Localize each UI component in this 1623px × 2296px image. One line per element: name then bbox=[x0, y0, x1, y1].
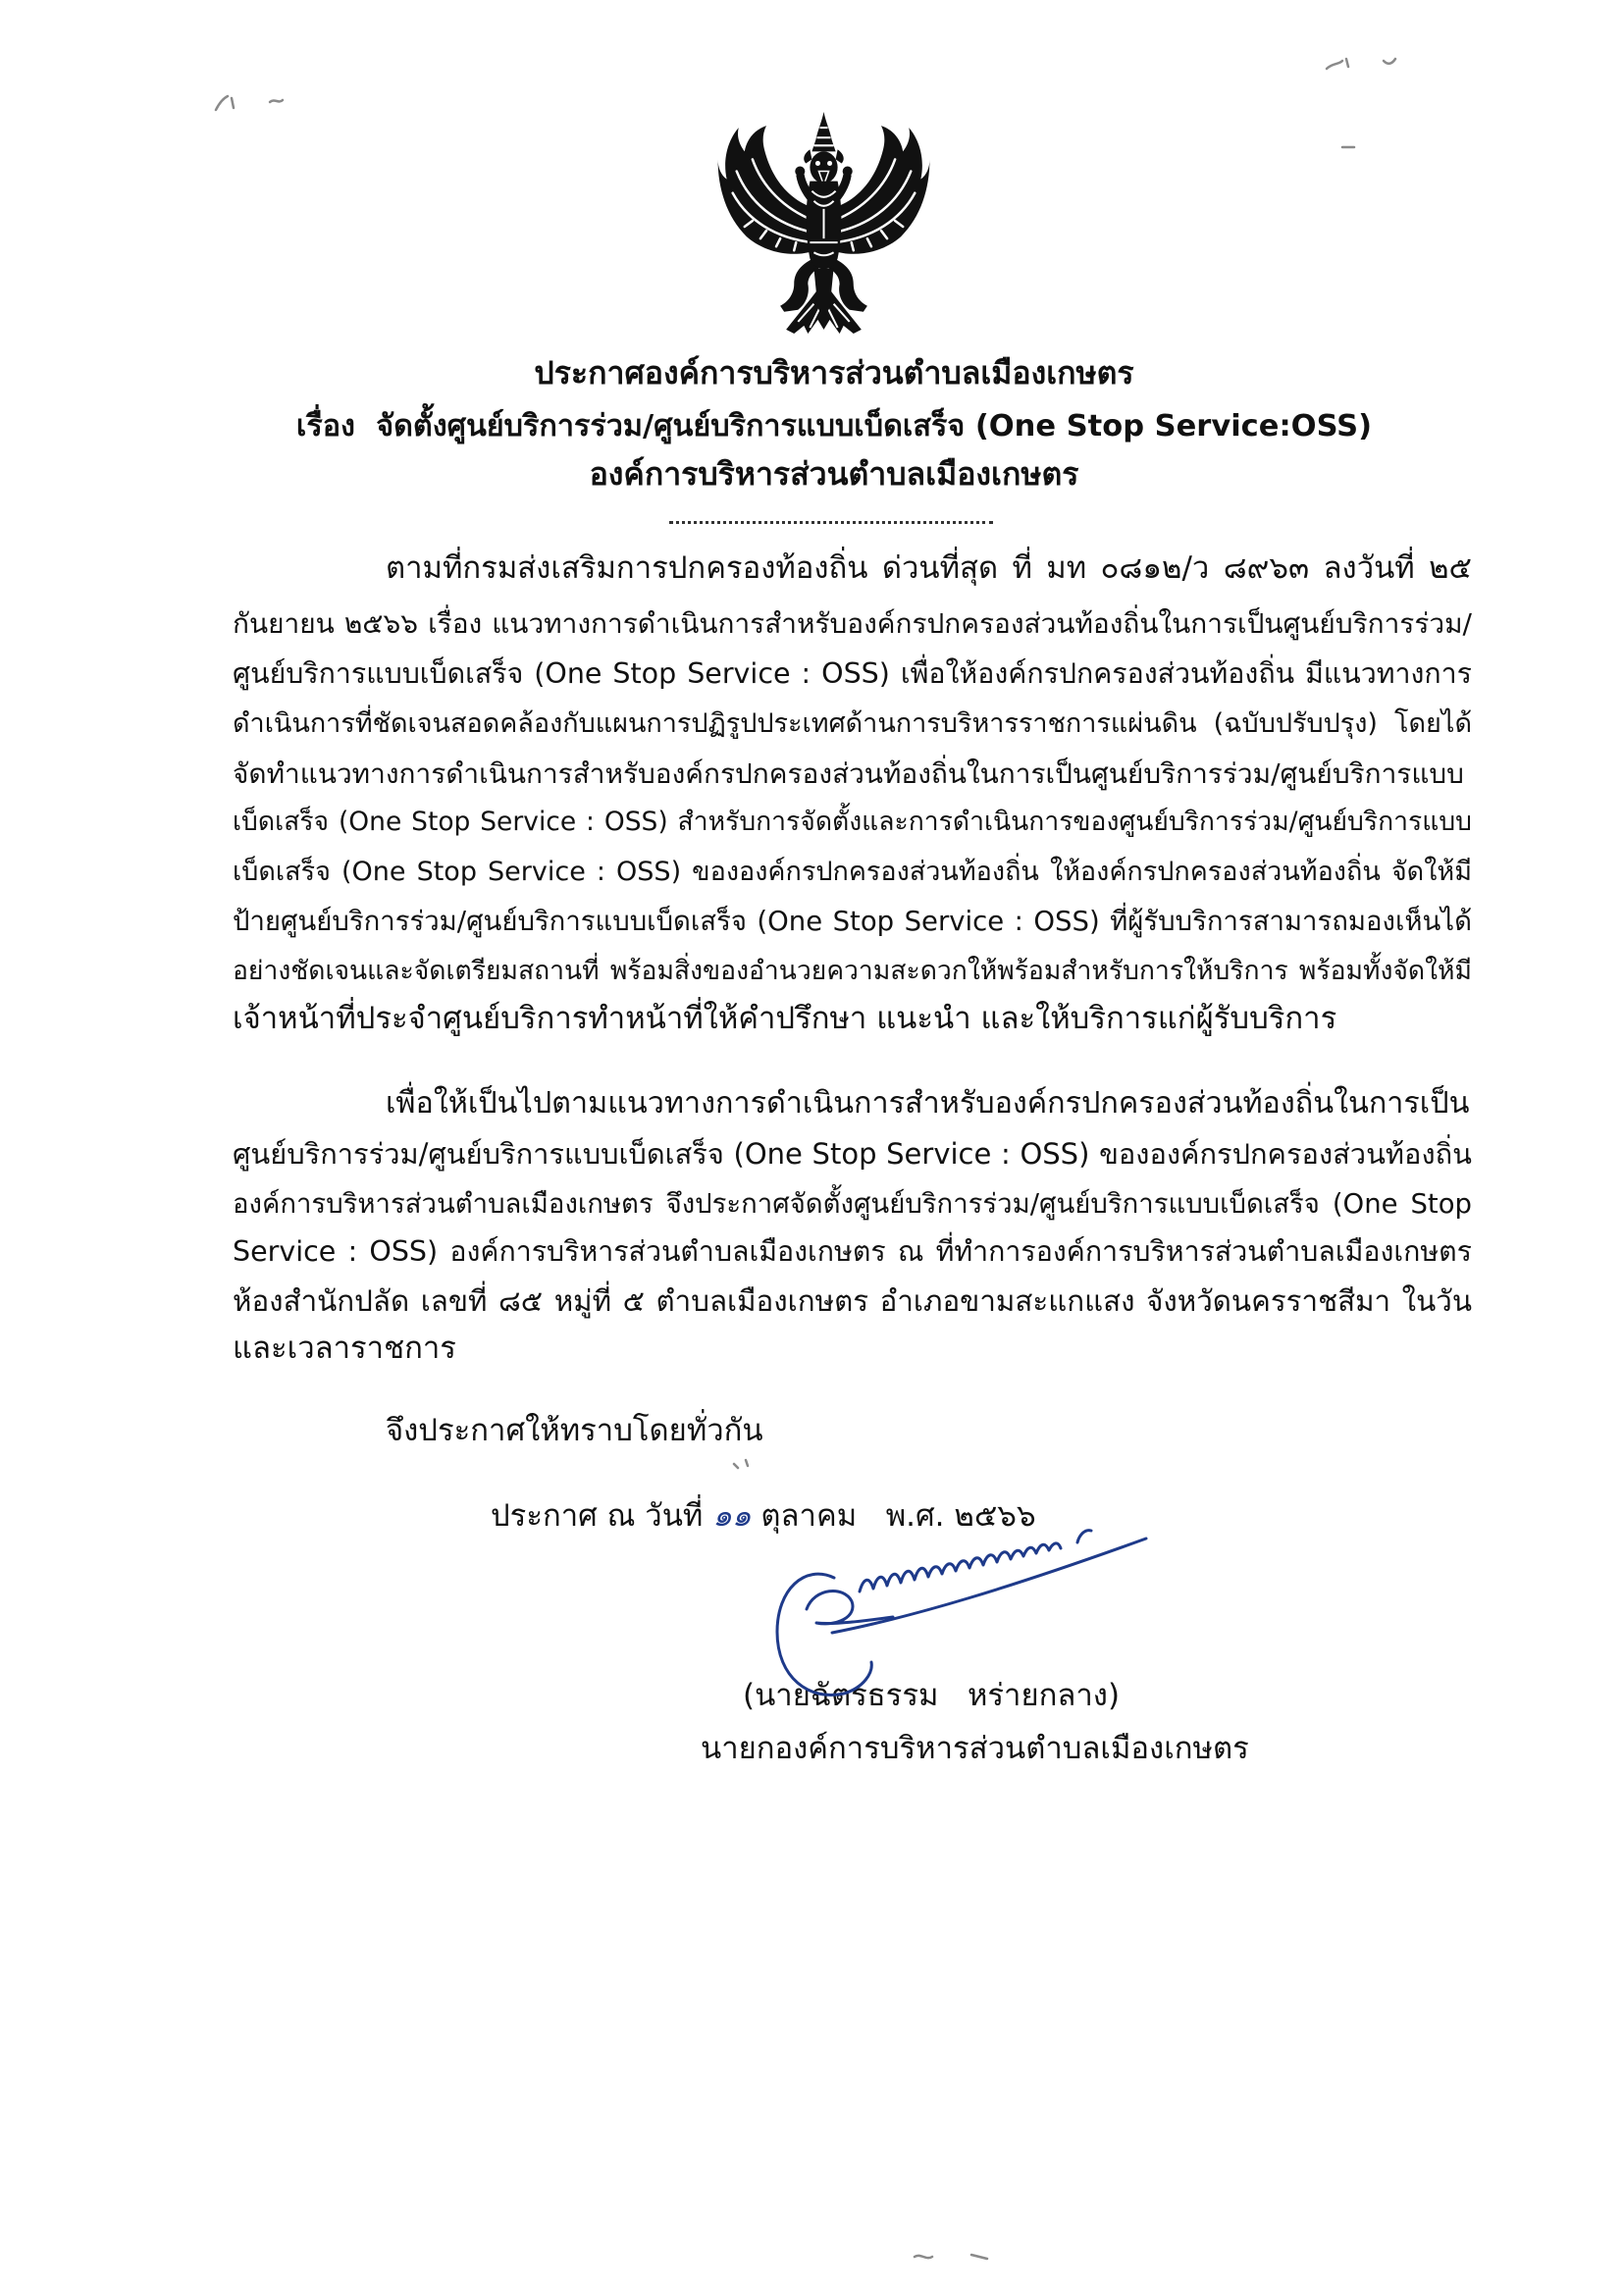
announcement-date bbox=[491, 1496, 1472, 1536]
paragraph2-line: ศูนย์บริการร่วม/ศูนย์บริการแบบเบ็ดเสร็จ (One Stop Service : OSS) ขององค์กรปกครองส่วนท้องถิ่น bbox=[233, 1137, 1472, 1171]
paragraph1-line: อย่างชัดเจนและจัดเตรียมสถานที่ พร้อมสิ่งของอำนวยความสะดวกให้พร้อมสำหรับการให้บริการ พร้อมทั้งจัดให้มี bbox=[233, 956, 1472, 986]
issuing-organization: องค์การบริหารส่วนตำบลเมืองเกษตร bbox=[589, 455, 1079, 493]
garuda-emblem bbox=[713, 110, 934, 338]
paragraph1-line: เจ้าหน้าที่ประจำศูนย์บริการทำหน้าที่ให้คำปรึกษา แนะนำ และให้บริการแก่ผู้รับบริการ bbox=[233, 1001, 1337, 1036]
signatory-position: นายกองค์การบริหารส่วนตำบลเมืองเกษตร bbox=[701, 1731, 1249, 1766]
paragraph2-line: ห้องสำนักปลัด เลขที่ ๘๕ หมู่ที่ ๕ ตำบลเมืองเกษตร อำเภอขามสะแกแสง จังหวัดนครราชสีมา ในวัน bbox=[233, 1284, 1472, 1318]
paragraph1-line: ดำเนินการที่ชัดเจนสอดคล้องกับแผนการปฏิรูปประเทศด้านการบริหารราชการแผ่นดิน (ฉบับปรับปรุง) โดยได้ bbox=[233, 708, 1472, 739]
paragraph1-line: เบ็ดเสร็จ (One Stop Service : OSS) สำหรับการจัดตั้งและการดำเนินการของศูนย์บริการร่วม/ศูนย์บริการแบบ bbox=[233, 807, 1472, 837]
announcement-title: ประกาศองค์การบริหารส่วนตำบลเมืองเกษตร bbox=[534, 354, 1134, 391]
paragraph1-line: กันยายน ๒๕๖๖ เรื่อง แนวทางการดำเนินการสำหรับองค์กรปกครองส่วนท้องถิ่นในการเป็นศูนย์บริการร่วม/ bbox=[233, 607, 1472, 640]
heading-separator bbox=[669, 521, 993, 524]
paragraph1-line: เบ็ดเสร็จ (One Stop Service : OSS) ขององค์กรปกครองส่วนท้องถิ่น ให้องค์กรปกครองส่วนท้องถิ่น จัดให้มี bbox=[233, 857, 1472, 887]
paragraph1-line: ป้ายศูนย์บริการร่วม/ศูนย์บริการแบบเบ็ดเสร็จ (One Stop Service : OSS) ที่ผู้รับบริการสามารถมองเห็นได้ bbox=[233, 906, 1472, 937]
paragraph1-line: จัดทำแนวทางการดำเนินการสำหรับองค์กรปกครองส่วนท้องถิ่นในการเป็นศูนย์บริการร่วม/ศูนย์บริการแบบ bbox=[233, 757, 1464, 790]
announcement-subject bbox=[294, 407, 1374, 446]
closing-statement: จึงประกาศให้ทราบโดยทั่วกัน bbox=[386, 1413, 763, 1448]
date-year: ๒๕๖๖ bbox=[954, 1498, 1036, 1534]
paragraph1-line: ตามที่กรมส่งเสริมการปกครองท้องถิ่น ด่วนที่สุด ที่ มท ๐๘๑๒/ว ๘๙๖๓ ลงวันที่ ๒๕ bbox=[386, 550, 1472, 586]
paragraph1-line: ศูนย์บริการแบบเบ็ดเสร็จ (One Stop Service : OSS) เพื่อให้องค์กรปกครองส่วนท้องถิ่น มีแนวทางการ bbox=[233, 657, 1472, 690]
date-prefix: ประกาศ ณ วันที่ bbox=[491, 1498, 704, 1534]
signatory-name: (นายฉัตรธรรม หร่ายกลาง) bbox=[743, 1678, 1121, 1713]
subject-label: เรื่อง bbox=[295, 409, 355, 444]
date-year-label: พ.ศ. bbox=[885, 1498, 945, 1534]
paragraph2-line: Service : OSS) องค์การบริหารส่วนตำบลเมืองเกษตร ณ ที่ทำการองค์การบริหารส่วนตำบลเมืองเกษตร bbox=[233, 1235, 1472, 1268]
paragraph2-line: และเวลาราชการ bbox=[233, 1331, 456, 1366]
date-day-handwritten: ๑๑ bbox=[712, 1498, 752, 1534]
date-month: ตุลาคม bbox=[760, 1498, 858, 1534]
subject-text: จัดตั้งศูนย์บริการร่วม/ศูนย์บริการแบบเบ็ดเสร็จ (One Stop Service:OSS) bbox=[376, 409, 1373, 444]
paragraph2-line: เพื่อให้เป็นไปตามแนวทางการดำเนินการสำหรับองค์กรปกครองส่วนท้องถิ่นในการเป็น bbox=[386, 1086, 1470, 1121]
paragraph2-line: องค์การบริหารส่วนตำบลเมืองเกษตร จึงประกาศจัดตั้งศูนย์บริการร่วม/ศูนย์บริการแบบเบ็ดเสร็จ (One Stop bbox=[233, 1188, 1472, 1220]
